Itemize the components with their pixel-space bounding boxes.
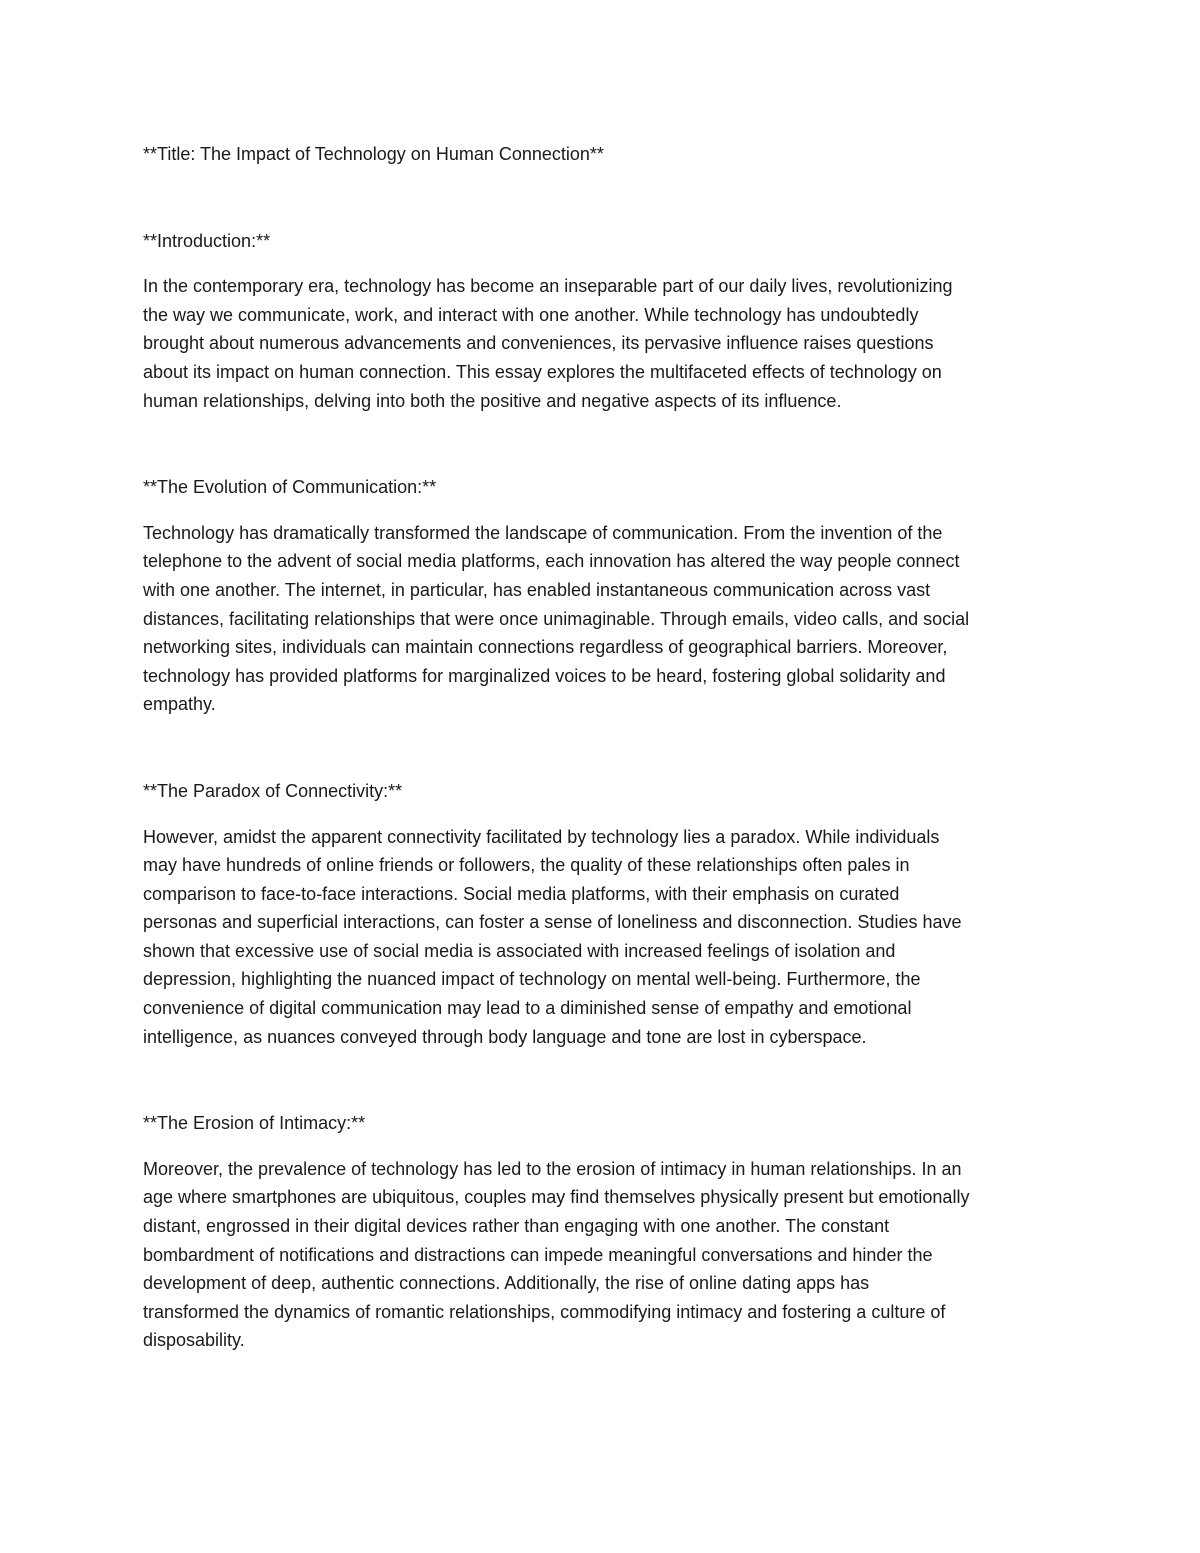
paragraph-line: Technology has dramatically transformed the landscape of communication. From the invention of the (143, 522, 943, 543)
paragraph-line: age where smartphones are ubiquitous, couples may find themselves physically present but emotionally (143, 1187, 970, 1208)
paragraph-erosion-of-intimacy (143, 1155, 1063, 1355)
paragraph-introduction (143, 272, 1063, 415)
paragraph-line: technology has provided platforms for marginalized voices to be heard, fostering global solidarity and (143, 665, 946, 686)
paragraph-line: brought about numerous advancements and conveniences, its pervasive influence raises questions (143, 333, 934, 354)
paragraph-line: the way we communicate, work, and interact with one another. While technology has undoubtedly (143, 304, 919, 325)
document-title: **Title: The Impact of Technology on Human Connection** (143, 144, 604, 164)
section-heading-erosion-of-intimacy: **The Erosion of Intimacy:** (143, 1113, 366, 1134)
paragraph-line: bombardment of notifications and distractions can impede meaningful conversations and hinder the (143, 1244, 933, 1265)
paragraph-line: development of deep, authentic connections. Additionally, the rise of online dating apps has (143, 1273, 870, 1294)
paragraph-paradox-of-connectivity (143, 823, 1063, 1052)
paragraph-line: In the contemporary era, technology has become an inseparable part of our daily lives, revolutionizing (143, 276, 953, 297)
paragraph-line: convenience of digital communication may lead to a diminished sense of empathy and emotional (143, 998, 912, 1019)
paragraph-line: telephone to the advent of social media platforms, each innovation has altered the way people connect (143, 551, 960, 572)
paragraph-line: networking sites, individuals can maintain connections regardless of geographical barriers. Moreover, (143, 637, 948, 658)
paragraph-line: comparison to face-to-face interactions. Social media platforms, with their emphasis on curated (143, 883, 900, 904)
paragraph-line: personas and superficial interactions, can foster a sense of loneliness and disconnection. Studies have (143, 912, 962, 933)
paragraph-line: transformed the dynamics of romantic relationships, commodifying intimacy and fostering a culture of (143, 1301, 946, 1322)
paragraph-line: distances, facilitating relationships that were once unimaginable. Through emails, video calls, and social (143, 608, 970, 629)
paragraph-line: disposability. (143, 1330, 245, 1351)
paragraph-line: may have hundreds of online friends or followers, the quality of these relationships often pales in (143, 855, 910, 876)
section-heading-paradox-of-connectivity: **The Paradox of Connectivity:** (143, 780, 403, 801)
paragraph-line: distant, engrossed in their digital devices rather than engaging with one another. The constant (143, 1216, 890, 1237)
paragraph-line: Moreover, the prevalence of technology has led to the erosion of intimacy in human relationships. In an (143, 1158, 962, 1179)
paragraph-line: However, amidst the apparent connectivity facilitated by technology lies a paradox. While individuals (143, 826, 940, 847)
paragraph-line: with one another. The internet, in particular, has enabled instantaneous communication across vast (143, 579, 931, 600)
paragraph-evolution-of-communication (143, 519, 1063, 719)
document-body (143, 140, 1063, 1413)
paragraph-line: intelligence, as nuances conveyed through body language and tone are lost in cyberspace. (143, 1026, 867, 1047)
paragraph-line: about its impact on human connection. This essay explores the multifaceted effects of technology on (143, 361, 942, 382)
paragraph-line: shown that excessive use of social media is associated with increased feelings of isolation and (143, 940, 896, 961)
section-heading-evolution-of-communication: **The Evolution of Communication:** (143, 477, 437, 498)
section-heading-introduction: **Introduction:** (143, 230, 271, 251)
paragraph-line: human relationships, delving into both the positive and negative aspects of its influence. (143, 390, 842, 411)
paragraph-line: empathy. (143, 694, 216, 715)
paragraph-line: depression, highlighting the nuanced impact of technology on mental well-being. Furthermore, the (143, 969, 921, 990)
